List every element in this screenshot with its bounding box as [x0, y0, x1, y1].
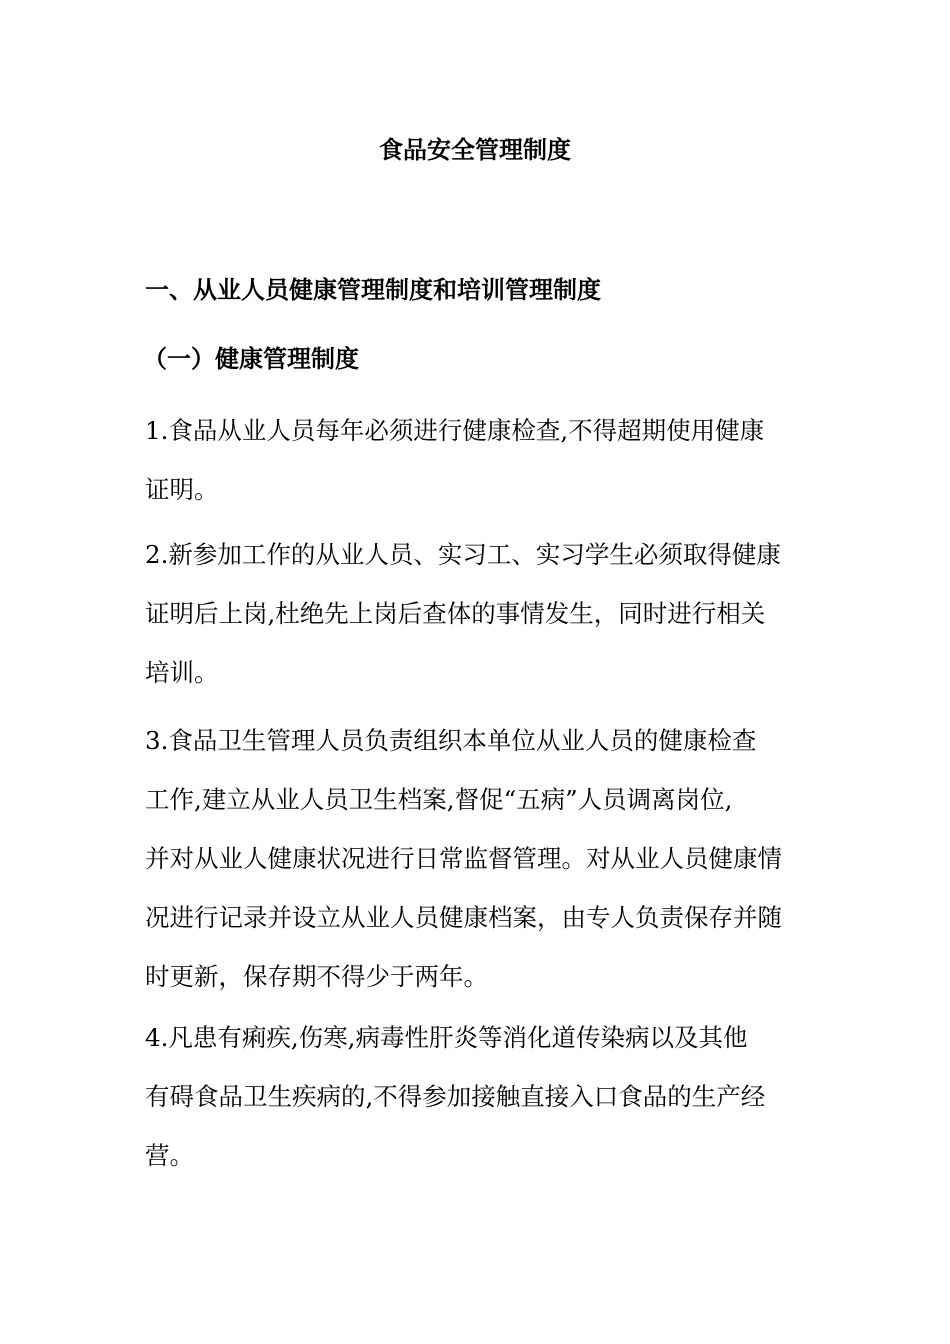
section-heading: 一、从业人员健康管理制度和培训管理制度: [145, 276, 601, 304]
paragraph-line: 证明。: [145, 475, 219, 504]
paragraph-line: 培训。: [145, 658, 219, 687]
paragraph-line: 3.食品卫生管理人员负责组织本单位从业人员的健康检查: [145, 726, 757, 755]
paragraph-line: 1.食品从业人员每年必须进行健康检查,不得超期使用健康: [145, 416, 765, 445]
paragraph-line: 证明后上岗,杜绝先上岗后查体的事情发生，同时进行相关: [145, 599, 766, 628]
paragraph-line: 并对从业人健康状况进行日常监督管理。对从业人员健康情: [145, 844, 782, 873]
paragraph-2: [145, 525, 807, 702]
paragraph-line: 况进行记录并设立从业人员健康档案，由专人负责保存并随: [145, 903, 782, 932]
paragraph-line: 有碍食品卫生疾病的,不得参加接触直接入口食品的生产经: [145, 1082, 766, 1111]
document-title: 食品安全管理制度: [379, 136, 571, 164]
paragraph-line: 2.新参加工作的从业人员、实习工、实习学生必须取得健康: [145, 540, 781, 569]
subsection-heading: （一）健康管理制度: [143, 345, 359, 373]
paragraph-4: [145, 1008, 807, 1185]
paragraph-3: [145, 711, 807, 1006]
paragraph-line: 时更新，保存期不得少于两年。: [145, 962, 488, 991]
paragraph-line: 营。: [145, 1141, 194, 1170]
paragraph-1: [145, 401, 807, 519]
paragraph-line: 4.凡患有痢疾,伤寒,病毒性肝炎等消化道传染病以及其他: [145, 1023, 748, 1052]
paragraph-line: 工作,建立从业人员卫生档案,督促“五病”人员调离岗位,: [145, 785, 733, 814]
